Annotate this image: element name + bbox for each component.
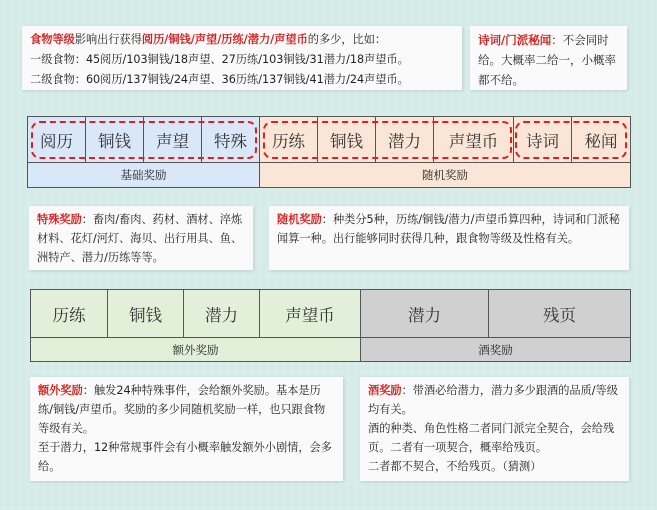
poem-secret-highlight-box (515, 121, 627, 159)
extra-wine-reward-table (30, 289, 631, 362)
extra-reward-title: 额外奖励 (38, 384, 83, 397)
poem-secret-note (470, 26, 627, 90)
wine-reward-label: 酒奖励 (361, 337, 630, 361)
extra-reward-note (30, 377, 343, 481)
food-grade-highlight: 食物等级 (30, 33, 75, 46)
special-reward-note (29, 206, 253, 270)
extra-reward-label: 额外奖励 (31, 337, 361, 361)
cell-poem: 诗词 (514, 117, 572, 162)
random-reward-title: 随机奖励 (277, 213, 322, 226)
cell-wine-potential: 潜力 (361, 290, 489, 337)
cell-secret: 秘闻 (572, 117, 630, 162)
extra-reward-text1: ：触发24种特殊事件，会给额外奖励。基本是历练/铜钱/声望币。奖励的多少同随机奖励一样，也只跟食物等级有关。 (38, 384, 326, 435)
special-reward-text: ：畜肉/畜肉、药材、酒材、淬炼材料、花灯/河灯、海贝、出行用具、鱼、洲特产、潜力/历练等等。 (37, 213, 243, 264)
random-reward-text: ：种类分5种，历练/铜钱/潜力/声望币算四种，诗词和门派秘闻算一种。出行能够同时获得几种，跟食物等级及性格有关。 (277, 213, 620, 245)
extra-reward-text2: 至于潜力，12种常规事件会有小概率触发额外小剧情，会多给。 (38, 441, 332, 473)
cell-potential: 潜力 (376, 117, 434, 162)
cell-special: 特殊 (202, 117, 260, 162)
random-reward-note (269, 206, 629, 270)
wine-reward-text2: 酒的种类、角色性格二者同门派完全契合，会给残页。二者有一项契合，概率给残页。 (368, 422, 615, 454)
cell-extra-potential: 潜力 (184, 290, 260, 337)
random-reward-highlight-box (263, 121, 512, 159)
food-grade-line1: 食物等级影响出行获得阅历/铜钱/声望/历练/潜力/声望币的多少，比如： (30, 33, 387, 46)
wine-reward-text1: ：带酒必给潜力，潜力多少跟酒的品质/等级均有关。 (368, 384, 618, 416)
random-reward-label: 随机奖励 (260, 162, 630, 187)
special-reward-title: 特殊奖励 (37, 213, 82, 226)
cell-extra-training: 历练 (31, 290, 108, 337)
food-grade-note (22, 26, 462, 90)
poem-secret-text: ：不会同时给。大概率二给一，小概率都不给。 (478, 33, 616, 87)
base-reward-label: 基础奖励 (28, 162, 260, 187)
base-reward-highlight-box (31, 121, 257, 159)
reward-types-highlight: 阅历/铜钱/声望/历练/潜力/声望币 (141, 33, 308, 46)
cell-reputation-coin: 声望币 (434, 117, 514, 162)
cell-wine-fragment: 残页 (489, 290, 630, 337)
wine-reward-note (360, 377, 629, 481)
wine-reward-text3: 二者都不契合，不给残页。（猜测） (368, 460, 542, 473)
cell-copper-random: 铜钱 (318, 117, 376, 162)
base-random-reward-table (27, 116, 631, 188)
cell-experience: 阅历 (28, 117, 86, 162)
cell-copper: 铜钱 (86, 117, 144, 162)
cell-training: 历练 (260, 117, 318, 162)
cell-extra-reputation-coin: 声望币 (260, 290, 361, 337)
food-grade-line2: 一级食物：45阅历/103铜钱/18声望、27历练/103铜钱/31潜力/18声望币。 (30, 53, 409, 66)
cell-extra-copper: 铜钱 (108, 290, 184, 337)
food-grade-line3: 二级食物：60阅历/137铜钱/24声望、36历练/137铜钱/41潜力/24声望币。 (30, 73, 409, 86)
cell-reputation: 声望 (144, 117, 202, 162)
wine-reward-title: 酒奖励 (368, 384, 402, 397)
poem-secret-title: 诗词/门派秘闻 (478, 33, 552, 47)
